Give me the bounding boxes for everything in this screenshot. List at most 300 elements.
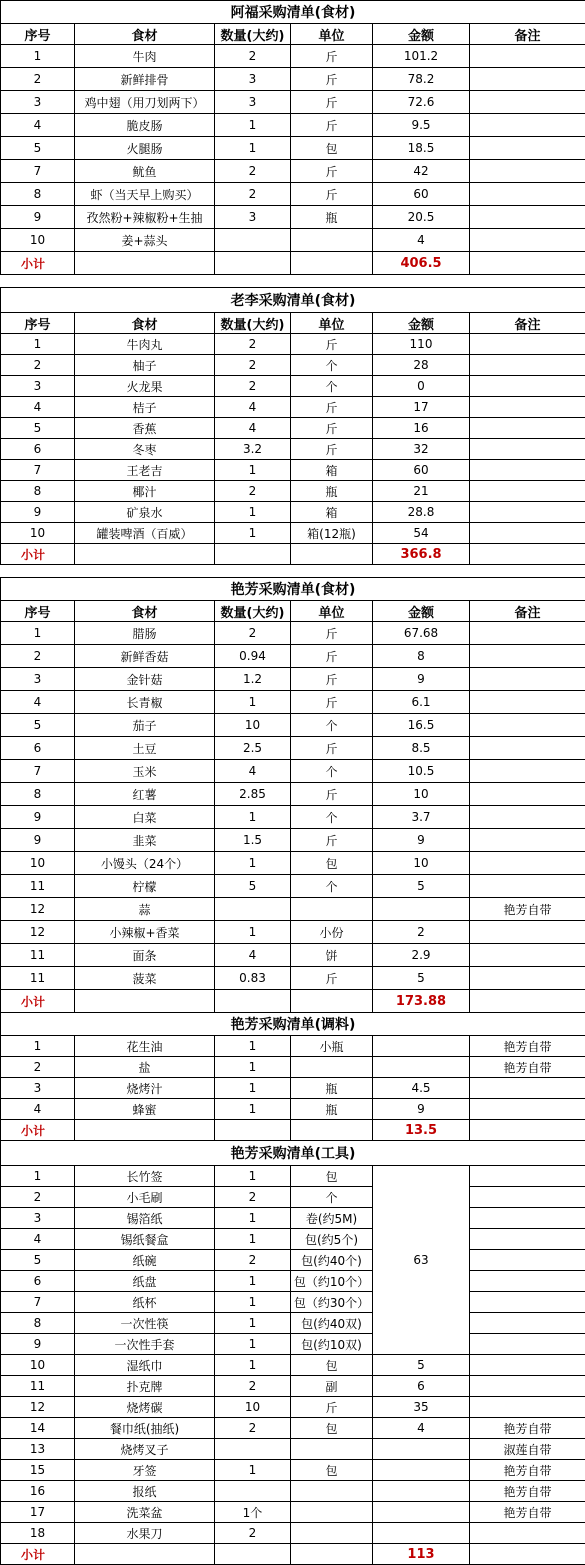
qty-cell xyxy=(215,1120,291,1141)
subtotal-label: 小计 xyxy=(1,252,75,275)
seq-cell: 14 xyxy=(1,1418,75,1439)
note-cell xyxy=(470,1334,585,1355)
unit-cell xyxy=(291,1120,373,1141)
note-cell xyxy=(470,137,585,160)
table-row xyxy=(1,183,585,206)
qty-cell: 10 xyxy=(215,1397,291,1418)
seq-cell: 1 xyxy=(1,622,75,645)
note-cell: 艳芳自带 xyxy=(470,1481,585,1502)
table-row xyxy=(1,1355,585,1376)
amount-cell: 8.5 xyxy=(373,737,470,760)
item-cell: 小辣椒+香菜 xyxy=(75,921,215,944)
item-cell: 白菜 xyxy=(75,806,215,829)
amount-cell: 18.5 xyxy=(373,137,470,160)
table-row xyxy=(1,1057,585,1078)
column-header-seq: 序号 xyxy=(1,601,75,622)
table-row xyxy=(1,691,585,714)
item-cell: 长竹签 xyxy=(75,1166,215,1187)
note-cell xyxy=(470,460,585,481)
note-cell xyxy=(470,645,585,668)
unit-cell: 瓶 xyxy=(291,481,373,502)
column-header-seq: 序号 xyxy=(1,24,75,45)
seq-cell: 8 xyxy=(1,783,75,806)
unit-cell: 斤 xyxy=(291,439,373,460)
note-cell: 艳芳自带 xyxy=(470,1036,585,1057)
seq-cell: 1 xyxy=(1,1036,75,1057)
unit-cell xyxy=(291,1523,373,1544)
note-cell xyxy=(470,1250,585,1271)
amount-cell: 78.2 xyxy=(373,68,470,91)
note-cell xyxy=(470,760,585,783)
qty-cell: 2 xyxy=(215,481,291,502)
seq-cell: 8 xyxy=(1,1313,75,1334)
note-cell xyxy=(470,783,585,806)
seq-cell: 11 xyxy=(1,944,75,967)
unit-cell: 斤 xyxy=(291,397,373,418)
unit-cell: 斤 xyxy=(291,45,373,68)
subtotal-label: 小计 xyxy=(1,1120,75,1141)
unit-cell: 包 xyxy=(291,1418,373,1439)
amount-cell: 4 xyxy=(373,229,470,252)
column-header-item: 食材 xyxy=(75,313,215,334)
table-row xyxy=(1,229,585,252)
seq-cell: 1 xyxy=(1,45,75,68)
table-row xyxy=(1,1187,585,1208)
note-cell xyxy=(470,921,585,944)
seq-cell: 17 xyxy=(1,1502,75,1523)
column-header-amount: 金额 xyxy=(373,24,470,45)
note-cell xyxy=(470,376,585,397)
note-cell xyxy=(470,252,585,275)
note-cell xyxy=(470,439,585,460)
item-cell: 牙签 xyxy=(75,1460,215,1481)
amount-cell: 6.1 xyxy=(373,691,470,714)
amount-cell: 60 xyxy=(373,460,470,481)
table-row xyxy=(1,1397,585,1418)
table-row xyxy=(1,1229,585,1250)
note-cell xyxy=(470,875,585,898)
qty-cell: 2 xyxy=(215,334,291,355)
table-row xyxy=(1,1078,585,1099)
qty-cell xyxy=(215,1439,291,1460)
unit-cell: 卷(约5M) xyxy=(291,1208,373,1229)
note-cell xyxy=(470,829,585,852)
table-row xyxy=(1,502,585,523)
seq-cell: 4 xyxy=(1,397,75,418)
seq-cell: 2 xyxy=(1,1187,75,1208)
item-cell: 纸盘 xyxy=(75,1271,215,1292)
seq-cell: 7 xyxy=(1,160,75,183)
item-cell: 纸杯 xyxy=(75,1292,215,1313)
table-row xyxy=(1,1460,585,1481)
qty-cell: 2 xyxy=(215,622,291,645)
qty-cell: 1.2 xyxy=(215,668,291,691)
qty-cell: 0.83 xyxy=(215,967,291,990)
amount-cell: 20.5 xyxy=(373,206,470,229)
unit-cell xyxy=(291,252,373,275)
item-cell: 鸡中翅（用刀划两下） xyxy=(75,91,215,114)
amount-cell xyxy=(373,1481,470,1502)
table-row xyxy=(1,1418,585,1439)
section-title: 阿福采购清单(食材) xyxy=(1,1,585,24)
unit-cell: 个 xyxy=(291,376,373,397)
unit-cell: 副 xyxy=(291,1376,373,1397)
table-row xyxy=(1,418,585,439)
note-cell xyxy=(470,1313,585,1334)
table-row xyxy=(1,1523,585,1544)
seq-cell: 15 xyxy=(1,1460,75,1481)
note-cell xyxy=(470,544,585,565)
note-cell xyxy=(470,1292,585,1313)
note-cell xyxy=(470,852,585,875)
item-cell: 椰汁 xyxy=(75,481,215,502)
seq-cell: 1 xyxy=(1,1166,75,1187)
qty-cell xyxy=(215,898,291,921)
seq-cell: 7 xyxy=(1,1292,75,1313)
table-row xyxy=(1,737,585,760)
table-row xyxy=(1,1208,585,1229)
seq-cell: 3 xyxy=(1,1208,75,1229)
table-row xyxy=(1,1099,585,1120)
item-cell: 虾（当天早上购买） xyxy=(75,183,215,206)
seq-cell: 8 xyxy=(1,481,75,502)
note-cell xyxy=(470,990,585,1013)
note-cell xyxy=(470,523,585,544)
seq-cell: 13 xyxy=(1,1439,75,1460)
unit-cell: 包 xyxy=(291,1460,373,1481)
amount-cell: 2 xyxy=(373,921,470,944)
unit-cell: 包(约5个) xyxy=(291,1229,373,1250)
unit-cell: 个 xyxy=(291,806,373,829)
seq-cell: 11 xyxy=(1,967,75,990)
note-cell xyxy=(470,944,585,967)
amount-cell: 0 xyxy=(373,376,470,397)
seq-cell: 2 xyxy=(1,68,75,91)
seq-cell: 3 xyxy=(1,1078,75,1099)
note-cell xyxy=(470,355,585,376)
note-cell xyxy=(470,183,585,206)
seq-cell: 10 xyxy=(1,1355,75,1376)
item-cell: 香蕉 xyxy=(75,418,215,439)
column-header-item: 食材 xyxy=(75,24,215,45)
section-spacer xyxy=(1,565,585,578)
column-header-unit: 单位 xyxy=(291,24,373,45)
table-row xyxy=(1,783,585,806)
note-cell xyxy=(470,1187,585,1208)
item-cell: 报纸 xyxy=(75,1481,215,1502)
seq-cell: 3 xyxy=(1,91,75,114)
note-cell xyxy=(470,1271,585,1292)
table-row xyxy=(1,967,585,990)
unit-cell: 斤 xyxy=(291,691,373,714)
seq-cell: 9 xyxy=(1,1334,75,1355)
seq-cell: 5 xyxy=(1,418,75,439)
table-row xyxy=(1,439,585,460)
qty-cell xyxy=(215,1544,291,1565)
amount-cell: 110 xyxy=(373,334,470,355)
amount-cell xyxy=(373,1523,470,1544)
qty-cell: 1 xyxy=(215,1334,291,1355)
qty-cell: 1 xyxy=(215,502,291,523)
qty-cell: 1 xyxy=(215,921,291,944)
item-cell: 柚子 xyxy=(75,355,215,376)
column-header-note: 备注 xyxy=(470,24,585,45)
amount-cell: 10.5 xyxy=(373,760,470,783)
note-cell xyxy=(470,806,585,829)
qty-cell: 4 xyxy=(215,397,291,418)
unit-cell: 包(约40个) xyxy=(291,1250,373,1271)
unit-cell: 包 xyxy=(291,1166,373,1187)
qty-cell: 1 xyxy=(215,1099,291,1120)
seq-cell: 7 xyxy=(1,760,75,783)
item-cell: 孜然粉+辣椒粉+生抽 xyxy=(75,206,215,229)
column-header-amount: 金额 xyxy=(373,601,470,622)
item-cell: 玉米 xyxy=(75,760,215,783)
amount-cell: 8 xyxy=(373,645,470,668)
table-row xyxy=(1,1334,585,1355)
unit-cell: 斤 xyxy=(291,68,373,91)
amount-cell: 6 xyxy=(373,1376,470,1397)
note-cell xyxy=(470,229,585,252)
column-header-qty: 数量(大约) xyxy=(215,313,291,334)
note-cell xyxy=(470,334,585,355)
qty-cell: 0.94 xyxy=(215,645,291,668)
table-row xyxy=(1,1376,585,1397)
seq-cell: 4 xyxy=(1,1099,75,1120)
unit-cell: 包 xyxy=(291,137,373,160)
item-cell: 盐 xyxy=(75,1057,215,1078)
qty-cell xyxy=(215,990,291,1013)
amount-cell: 9 xyxy=(373,829,470,852)
column-header-seq: 序号 xyxy=(1,313,75,334)
note-cell xyxy=(470,114,585,137)
qty-cell: 1 xyxy=(215,1208,291,1229)
table-row xyxy=(1,1502,585,1523)
item-cell: 脆皮肠 xyxy=(75,114,215,137)
note-cell: 艳芳自带 xyxy=(470,898,585,921)
table-row xyxy=(1,622,585,645)
item-cell xyxy=(75,1120,215,1141)
qty-cell: 1 xyxy=(215,523,291,544)
amount-cell: 5 xyxy=(373,875,470,898)
note-cell: 艳芳自带 xyxy=(470,1460,585,1481)
subtotal-label: 小计 xyxy=(1,1544,75,1565)
unit-cell: 斤 xyxy=(291,160,373,183)
item-cell: 小毛刷 xyxy=(75,1187,215,1208)
item-cell: 金针菇 xyxy=(75,668,215,691)
item-cell xyxy=(75,990,215,1013)
unit-cell: 斤 xyxy=(291,645,373,668)
unit-cell: 个 xyxy=(291,875,373,898)
table-row xyxy=(1,114,585,137)
item-cell: 牛肉 xyxy=(75,45,215,68)
subtotal-label: 小计 xyxy=(1,544,75,565)
item-cell: 一次性筷 xyxy=(75,1313,215,1334)
seq-cell: 5 xyxy=(1,714,75,737)
table-row xyxy=(1,944,585,967)
column-header-item: 食材 xyxy=(75,601,215,622)
qty-cell: 2 xyxy=(215,1250,291,1271)
unit-cell: 箱 xyxy=(291,502,373,523)
amount-cell: 35 xyxy=(373,1397,470,1418)
amount-cell: 42 xyxy=(373,160,470,183)
column-header-note: 备注 xyxy=(470,601,585,622)
qty-cell: 3.2 xyxy=(215,439,291,460)
unit-cell: 斤 xyxy=(291,829,373,852)
column-header-unit: 单位 xyxy=(291,601,373,622)
unit-cell: 斤 xyxy=(291,114,373,137)
unit-cell: 个 xyxy=(291,760,373,783)
item-cell: 长青椒 xyxy=(75,691,215,714)
unit-cell: 个 xyxy=(291,714,373,737)
item-cell xyxy=(75,1544,215,1565)
unit-cell: 包 xyxy=(291,1355,373,1376)
table-row xyxy=(1,376,585,397)
seq-cell: 2 xyxy=(1,645,75,668)
amount-cell: 67.68 xyxy=(373,622,470,645)
table-row xyxy=(1,206,585,229)
seq-cell: 5 xyxy=(1,137,75,160)
amount-cell: 10 xyxy=(373,783,470,806)
note-cell xyxy=(470,91,585,114)
item-cell: 扑克牌 xyxy=(75,1376,215,1397)
seq-cell: 12 xyxy=(1,921,75,944)
item-cell: 姜+蒜头 xyxy=(75,229,215,252)
subtotal-amount: 113 xyxy=(373,1544,470,1565)
unit-cell: 瓶 xyxy=(291,206,373,229)
qty-cell: 1 xyxy=(215,1271,291,1292)
note-cell xyxy=(470,68,585,91)
qty-cell: 2 xyxy=(215,45,291,68)
unit-cell: 包（约30个） xyxy=(291,1292,373,1313)
table-row xyxy=(1,668,585,691)
seq-cell: 5 xyxy=(1,1250,75,1271)
qty-cell xyxy=(215,252,291,275)
item-cell: 火腿肠 xyxy=(75,137,215,160)
seq-cell: 7 xyxy=(1,460,75,481)
seq-cell: 11 xyxy=(1,875,75,898)
item-cell: 腊肠 xyxy=(75,622,215,645)
seq-cell: 12 xyxy=(1,898,75,921)
table-row xyxy=(1,1439,585,1460)
note-cell: 艳芳自带 xyxy=(470,1418,585,1439)
item-cell: 蜂蜜 xyxy=(75,1099,215,1120)
seq-cell: 10 xyxy=(1,523,75,544)
seq-cell: 9 xyxy=(1,829,75,852)
amount-cell: 21 xyxy=(373,481,470,502)
column-header-qty: 数量(大约) xyxy=(215,601,291,622)
qty-cell xyxy=(215,1481,291,1502)
unit-cell: 个 xyxy=(291,355,373,376)
table-row xyxy=(1,45,585,68)
seq-cell: 3 xyxy=(1,668,75,691)
unit-cell xyxy=(291,1481,373,1502)
seq-cell: 10 xyxy=(1,229,75,252)
note-cell xyxy=(470,1166,585,1187)
seq-cell: 4 xyxy=(1,114,75,137)
item-cell: 湿纸巾 xyxy=(75,1355,215,1376)
seq-cell: 9 xyxy=(1,502,75,523)
seq-cell: 12 xyxy=(1,1397,75,1418)
amount-cell xyxy=(373,1057,470,1078)
item-cell: 烧烤叉子 xyxy=(75,1439,215,1460)
table-row xyxy=(1,1250,585,1271)
item-cell: 一次性手套 xyxy=(75,1334,215,1355)
seq-cell: 1 xyxy=(1,334,75,355)
item-cell: 烧烤汁 xyxy=(75,1078,215,1099)
note-cell: 淑莲自带 xyxy=(470,1439,585,1460)
note-cell xyxy=(470,1208,585,1229)
item-cell: 新鲜香菇 xyxy=(75,645,215,668)
amount-cell xyxy=(373,1439,470,1460)
unit-cell xyxy=(291,1502,373,1523)
seq-cell: 6 xyxy=(1,1271,75,1292)
amount-cell xyxy=(373,898,470,921)
qty-cell: 4 xyxy=(215,418,291,439)
note-cell xyxy=(470,737,585,760)
qty-cell: 1 xyxy=(215,1078,291,1099)
seq-cell: 9 xyxy=(1,806,75,829)
qty-cell: 1 xyxy=(215,1229,291,1250)
item-cell: 洗菜盆 xyxy=(75,1502,215,1523)
table-row xyxy=(1,714,585,737)
item-cell: 火龙果 xyxy=(75,376,215,397)
qty-cell xyxy=(215,229,291,252)
qty-cell: 4 xyxy=(215,944,291,967)
item-cell: 锡箔纸 xyxy=(75,1208,215,1229)
item-cell: 新鲜排骨 xyxy=(75,68,215,91)
table-row xyxy=(1,1271,585,1292)
note-cell xyxy=(470,481,585,502)
table-row xyxy=(1,1292,585,1313)
amount-cell: 4.5 xyxy=(373,1078,470,1099)
seq-cell: 10 xyxy=(1,852,75,875)
subtotal-amount: 366.8 xyxy=(373,544,470,565)
item-cell: 罐装啤酒（百威） xyxy=(75,523,215,544)
unit-cell xyxy=(291,229,373,252)
item-cell: 土豆 xyxy=(75,737,215,760)
item-cell xyxy=(75,544,215,565)
qty-cell: 1个 xyxy=(215,1502,291,1523)
item-cell: 柠檬 xyxy=(75,875,215,898)
unit-cell: 瓶 xyxy=(291,1099,373,1120)
amount-cell: 9 xyxy=(373,1099,470,1120)
unit-cell: 斤 xyxy=(291,668,373,691)
unit-cell: 斤 xyxy=(291,622,373,645)
note-cell xyxy=(470,418,585,439)
note-cell: 艳芳自带 xyxy=(470,1057,585,1078)
qty-cell: 1 xyxy=(215,1355,291,1376)
seq-cell: 2 xyxy=(1,355,75,376)
item-cell: 王老吉 xyxy=(75,460,215,481)
unit-cell: 瓶 xyxy=(291,1078,373,1099)
unit-cell: 饼 xyxy=(291,944,373,967)
unit-cell: 斤 xyxy=(291,737,373,760)
unit-cell: 小瓶 xyxy=(291,1036,373,1057)
seq-cell: 4 xyxy=(1,691,75,714)
qty-cell: 2.85 xyxy=(215,783,291,806)
qty-cell: 2.5 xyxy=(215,737,291,760)
amount-cell: 54 xyxy=(373,523,470,544)
amount-cell: 9.5 xyxy=(373,114,470,137)
amount-cell: 60 xyxy=(373,183,470,206)
qty-cell: 1.5 xyxy=(215,829,291,852)
item-cell: 矿泉水 xyxy=(75,502,215,523)
qty-cell: 2 xyxy=(215,1376,291,1397)
column-header-note: 备注 xyxy=(470,313,585,334)
table-row xyxy=(1,760,585,783)
unit-cell: 包 xyxy=(291,852,373,875)
